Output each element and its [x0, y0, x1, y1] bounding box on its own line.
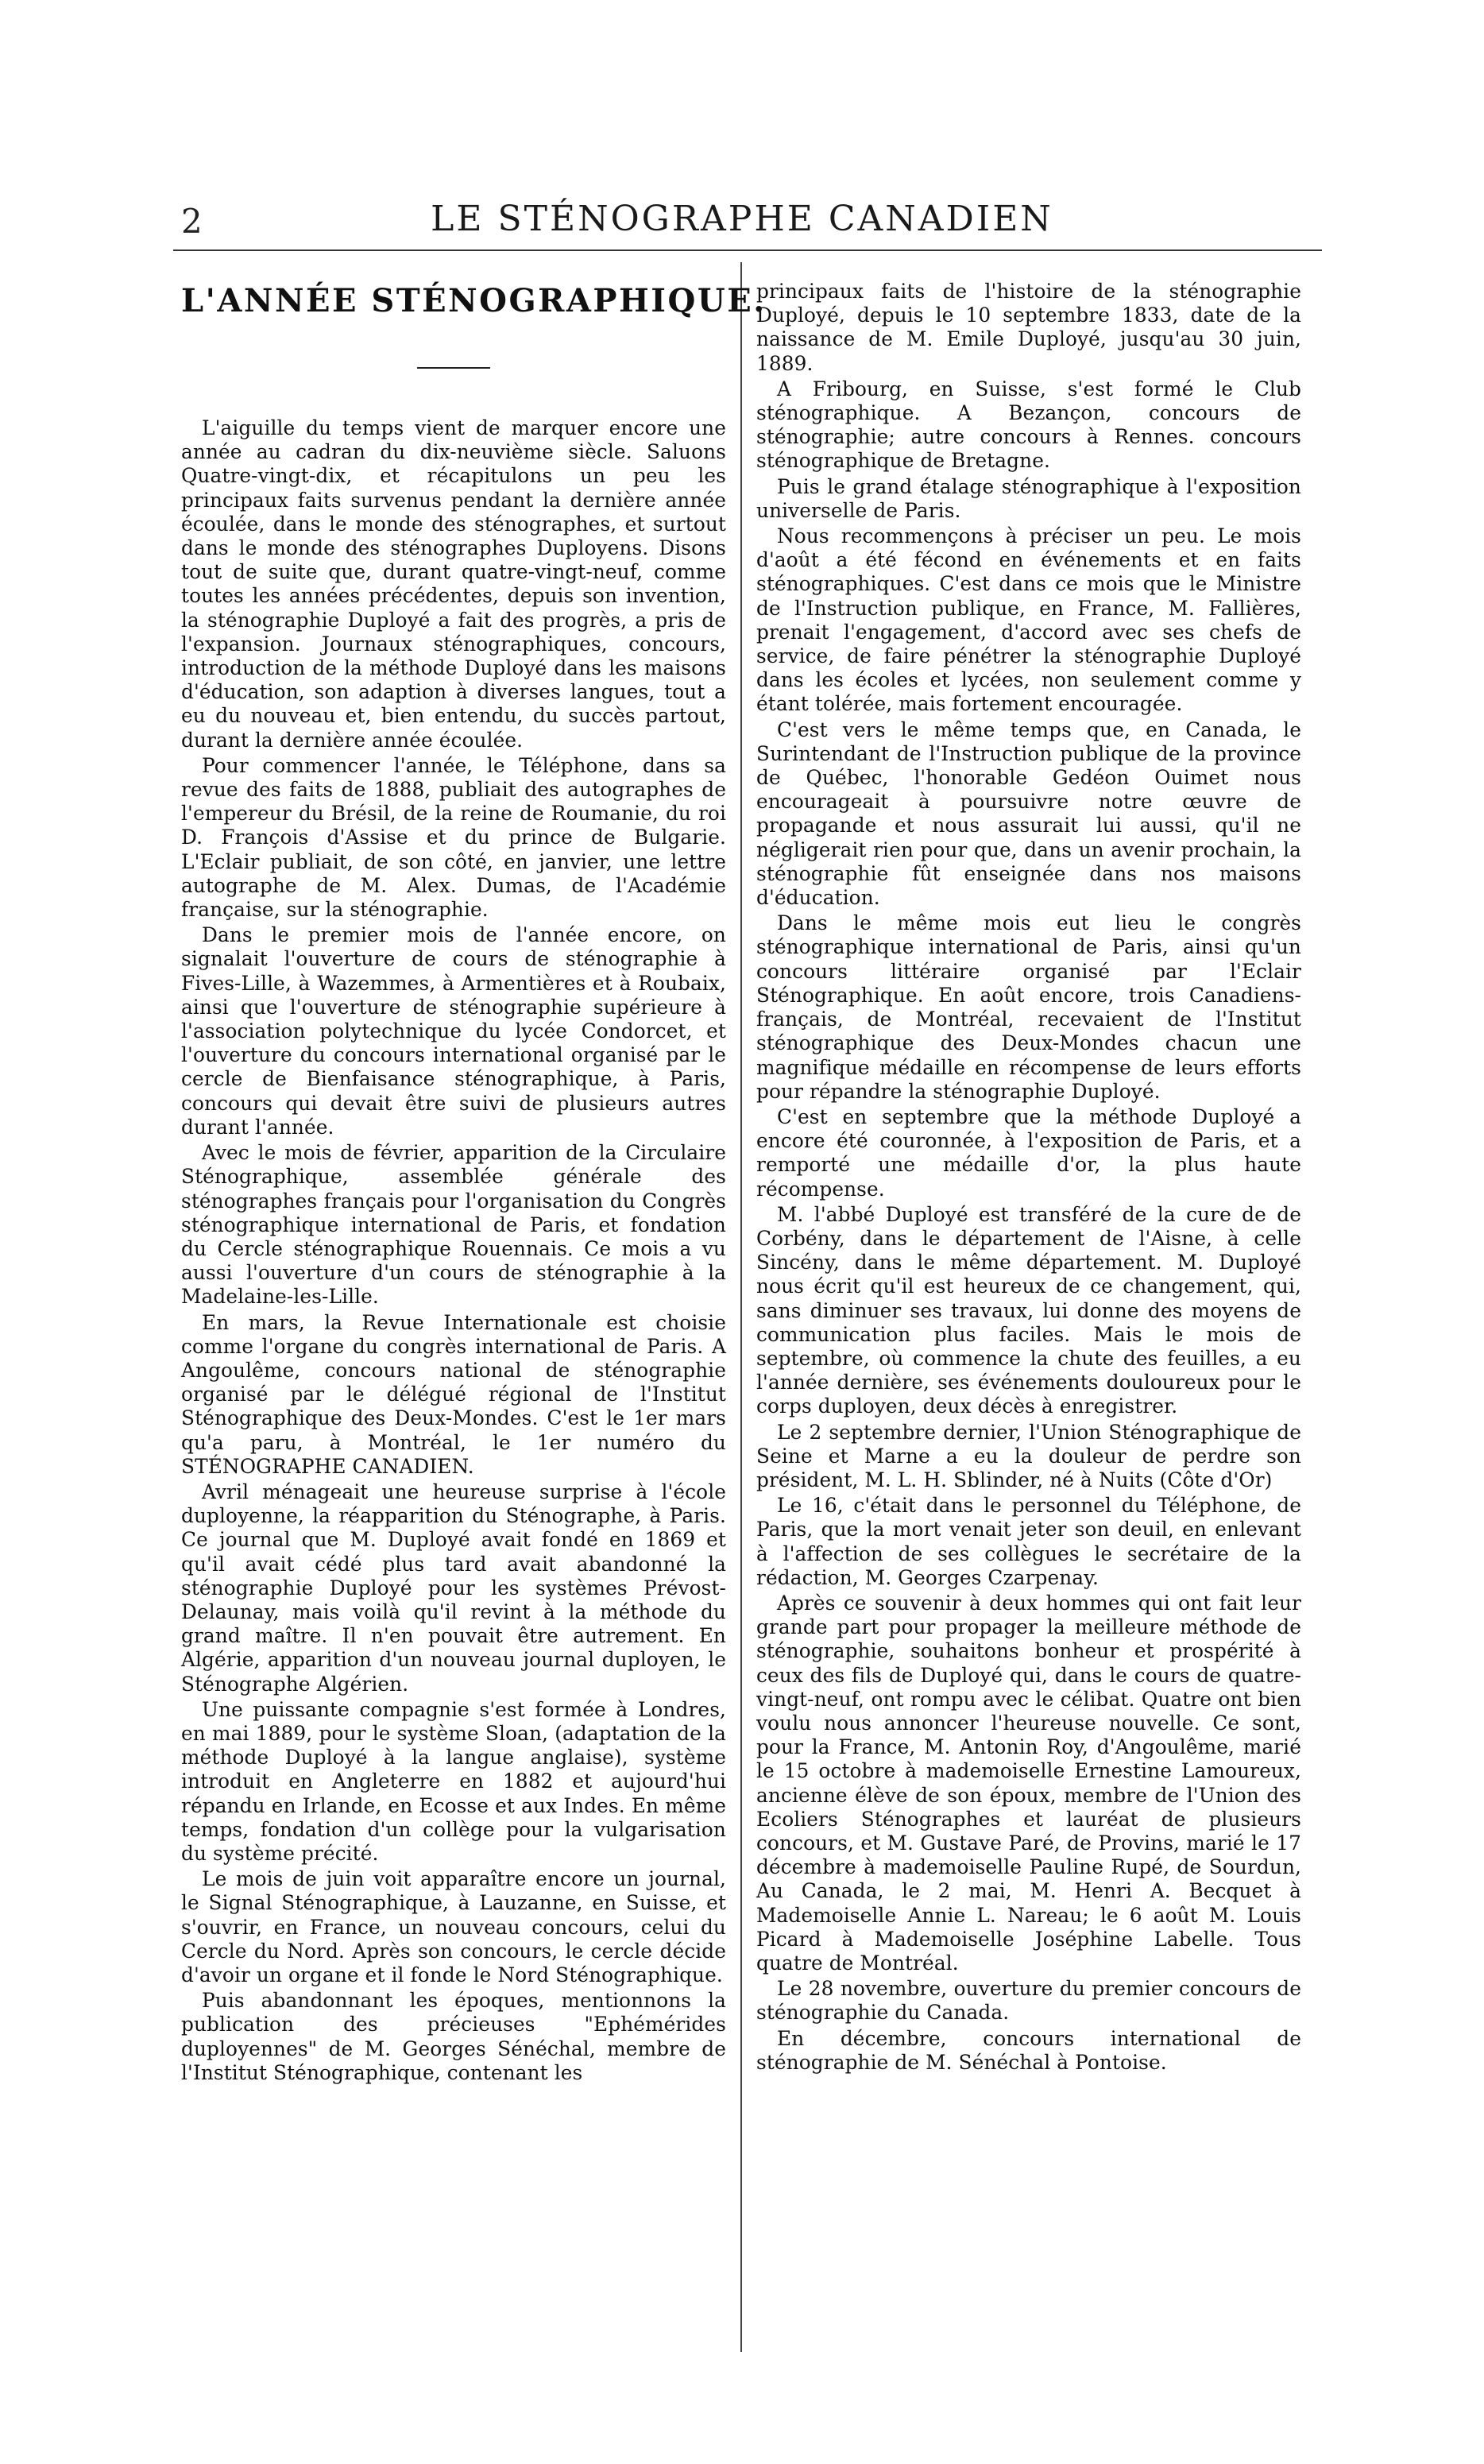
paragraph: Puis abandonnant les époques, mentionnons la publication des précieuses "Ephémérides duployennes" de M. Georges Sénéchal, membre de l'Institut Sténographique, contenant les: [181, 1989, 726, 2084]
paragraph: L'aiguille du temps vient de marquer encore une année au cadran du dix-neuvième siècle. Saluons Quatre-vingt-dix, et récapitulons un peu les principaux faits survenus pendant la dernière année écoulée, dans le monde des sténographes, et surtout dans le monde des sténographes Duployens. Disons tout de suite que, durant quatre-vingt-neuf, comme toutes les années précédentes, depuis son invention, la sténographie Duployé a fait des progrès, a pris de l'expansion. Journaux sténographiques, concours, introduction de la méthode Duployé dans les maisons d'éducation, son adaption à diverses langues, tout a eu du nouveau et, bien entendu, du succès partout, durant la dernière année écoulée.: [181, 416, 726, 752]
paragraph: Le 2 septembre dernier, l'Union Sténographique de Seine et Marne a eu la douleur de perdre son président, M. L. H. Sblinder, né à Nuits (Côte d'Or): [756, 1420, 1301, 1491]
paragraph: Avec le mois de février, apparition de la Circulaire Sténographique, assemblée générale des sténographes français pour l'organisation du Congrès sténographique international de Paris, et fondation du Cercle sténographique Rouennais. Ce mois a vu aussi l'ouverture d'un cours de sténographie à la Madelaine-les-Lille.: [181, 1141, 726, 1309]
paragraph: Une puissante compagnie s'est formée à Londres, en mai 1889, pour le système Sloan, (adaptation de la méthode Duployé à la langue anglaise), système introduit en Angleterre en 1882 et aujourd'hui répandu en Irlande, en Ecosse et aux Indes. En même temps, fondation d'un collège pour la vulgarisation du système précité.: [181, 1697, 726, 1865]
title-rule: [417, 367, 490, 369]
column-divider: [740, 262, 742, 2352]
paragraph: C'est vers le même temps que, en Canada, le Surintendant de l'Instruction publique de la province de Québec, l'honorable Gedéon Ouimet nous encourageait à poursuivre notre œuvre de propagande et nous assurait lui aussi, qu'il ne négligerait rien pour que, dans un avenir prochain, la sténographie fût enseignée dans nos maisons d'éducation.: [756, 718, 1301, 910]
header-rule: [173, 249, 1322, 251]
paragraph: A Fribourg, en Suisse, s'est formé le Club sténographique. A Bezançon, concours de sténographie; autre concours à Rennes. concours sténographique de Bretagne.: [756, 377, 1301, 473]
running-head: LE STÉNOGRAPHE CANADIEN: [431, 199, 1053, 239]
paragraph: Puis le grand étalage sténographique à l'exposition universelle de Paris.: [756, 474, 1301, 522]
paragraph: En décembre, concours international de sténographie de M. Sénéchal à Pontoise.: [756, 2026, 1301, 2074]
paragraph: Après ce souvenir à deux hommes qui ont fait leur grande part pour propager la meilleure méthode de sténographie, souhaitons bonheur et prospérité à ceux des fils de Duployé qui, dans le cours de quatre-vingt-neuf, ont rompu avec le célibat. Quatre ont bien voulu nous annoncer l'heureuse nouvelle. Ce sont, pour la France, M. Antonin Roy, d'Angoulême, marié le 15 octobre à mademoiselle Ernestine Lamoureux, ancienne élève de son époux, membre de l'Union des Ecoliers Sténographes et lauréat de plusieurs concours, et M. Gustave Paré, de Provins, marié le 17 décembre à mademoiselle Pauline Rupé, de Sourdun, Au Canada, le 2 mai, M. Henri A. Becquet à Mademoiselle Annie L. Nareau; le 6 août M. Louis Picard à Mademoiselle Joséphine Labelle. Tous quatre de Montréal.: [756, 1591, 1301, 1975]
paragraph: Le 16, c'était dans le personnel du Téléphone, de Paris, que la mort venait jeter son deuil, en enlevant à l'affection de ses collègues le secrétaire de la rédaction, M. Georges Czarpenay.: [756, 1494, 1301, 1589]
paragraph: Dans le premier mois de l'année encore, on signalait l'ouverture de cours de sténographie à Fives-Lille, à Wazemmes, à Armentières et à Roubaix, ainsi que l'ouverture de sténographie supérieure à l'association polytechnique du lycée Condorcet, et l'ouverture du concours international organisé par le cercle de Bienfaisance sténographique, à Paris, concours qui devait être suivi de plusieurs autres durant l'année.: [181, 923, 726, 1139]
right-column: [756, 280, 1301, 2076]
paragraph: M. l'abbé Duployé est transféré de la cure de de Corbény, dans le département de l'Aisne, à celle Sincény, dans le même département. M. Duployé nous écrit qu'il est heureux de ce changement, qui, sans diminuer ses travaux, lui donne des moyens de communication plus faciles. Mais le mois de septembre, où commence la chute des feuilles, a eu l'année dernière, ses événements douloureux pour le corps duployen, deux décès à enregistrer.: [756, 1202, 1301, 1418]
paragraph: Avril ménageait une heureuse surprise à l'école duployenne, la réapparition du Sténographe, à Paris. Ce journal que M. Duployé avait fondé en 1869 et qu'il avait cédé plus tard avait abandonné la sténographie Duployé pour les systèmes Prévost-Delaunay, mais voilà qu'il revint à la méthode du grand maître. Il n'en pouvait être autrement. En Algérie, apparition d'un nouveau journal duployen, le Sténographe Algérien.: [181, 1480, 726, 1696]
paragraph: principaux faits de l'histoire de la sténographie Duployé, depuis le 10 septembre 1833, date de la naissance de M. Emile Duployé, jusqu'au 30 juin, 1889.: [756, 280, 1301, 375]
paragraph: Dans le même mois eut lieu le congrès sténographique international de Paris, ainsi qu'un concours littéraire organisé par l'Eclair Sténographique. En août encore, trois Canadiens-français, de Montréal, recevaient de l'Institut sténographique des Deux-Mondes chacun une magnifique médaille en récompense de leurs efforts pour répandre la sténographie Duployé.: [756, 911, 1301, 1103]
paragraph: C'est en septembre que la méthode Duployé a encore été couronnée, à l'exposition de Paris, et a remporté une médaille d'or, la plus haute récompense.: [756, 1104, 1301, 1201]
paragraph: En mars, la Revue Internationale est choisie comme l'organe du congrès international de Paris. A Angoulême, concours national de sténographie organisé par le délégué régional de l'Institut Sténographique des Deux-Mondes. C'est le 1er mars qu'a paru, à Montréal, le 1er numéro du STÉNOGRAPHE CANADIEN.: [181, 1310, 726, 1478]
paragraph: Pour commencer l'année, le Téléphone, dans sa revue des faits de 1888, publiait des autographes de l'empereur du Brésil, de la reine de Roumanie, du roi D. François d'Assise et du prince de Bulgarie. L'Eclair publiait, de son côté, en janvier, une lettre autographe de M. Alex. Dumas, de l'Académie française, sur la sténographie.: [181, 753, 726, 922]
left-column: [181, 280, 767, 2087]
paragraph: Le mois de juin voit apparaître encore un journal, le Signal Sténographique, à Lauzanne, en Suisse, et s'ouvrir, en France, un nouveau concours, celui du Cercle du Nord. Après son concours, le cercle décide d'avoir un organe et il fonde le Nord Sténographique.: [181, 1867, 726, 1986]
page-number: 2: [181, 202, 203, 241]
paragraph: Le 28 novembre, ouverture du premier concours de sténographie du Canada.: [756, 1977, 1301, 2025]
article-title: L'ANNÉE STÉNOGRAPHIQUE.: [181, 282, 767, 319]
paragraph: Nous recommençons à préciser un peu. Le mois d'août a été fécond en événements et en faits sténographiques. C'est dans ce mois que le Ministre de l'Instruction publique, en France, M. Fallières, prenait l'engagement, d'accord avec ses chefs de service, de faire pénétrer la sténographie Duployé dans les écoles et lycées, non seulement comme y étant tolérée, mais fortement encouragée.: [756, 524, 1301, 716]
